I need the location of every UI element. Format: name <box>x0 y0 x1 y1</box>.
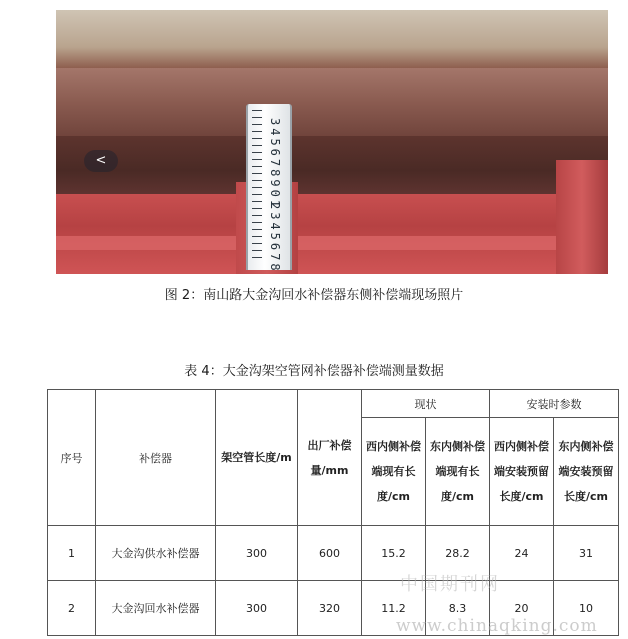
header-east-install <box>554 418 619 526</box>
header-west-current <box>362 418 426 526</box>
header-west-install-text: 西内侧补偿端安装预留长度/cm <box>494 440 549 503</box>
header-west-current-text: 西内侧补偿端现有长度/cm <box>366 440 421 503</box>
cell-index: 1 <box>48 526 96 581</box>
header-east-current <box>426 418 490 526</box>
ruler-digits-top: 345678901 <box>268 118 282 211</box>
header-factory-comp <box>298 390 362 526</box>
header-east-current-text: 东内侧补偿端现有长度/cm <box>430 440 485 503</box>
cell-factory-comp: 600 <box>298 526 362 581</box>
header-west-install <box>490 418 554 526</box>
photo-red-bar <box>56 236 608 250</box>
header-compensator: 补偿器 <box>96 390 216 526</box>
header-east-install-text: 东内侧补偿端安装预留长度/cm <box>558 440 614 503</box>
cell-factory-comp: 320 <box>298 581 362 636</box>
header-factory-comp-text: 出厂补偿量/mm <box>307 438 352 477</box>
header-current-status: 现状 <box>362 390 490 418</box>
ruler-ticks <box>252 110 262 260</box>
table-title: 表 4：大金沟架空管网补偿器补偿端测量数据 <box>184 364 444 379</box>
cell-west-current: 11.2 <box>362 581 426 636</box>
cell-compensator: 大金沟供水补偿器 <box>96 526 216 581</box>
cell-west-current: 15.2 <box>362 526 426 581</box>
cell-compensator: 大金沟回水补偿器 <box>96 581 216 636</box>
measurement-table <box>47 389 619 636</box>
figure-caption: 图 2：南山路大金沟回水补偿器东侧补偿端现场照片 <box>164 288 464 303</box>
header-pipe-length-text: 架空管长度/m <box>221 451 292 464</box>
header-index: 序号 <box>48 390 96 526</box>
site-photo <box>56 10 608 274</box>
header-pipe-length <box>216 390 298 526</box>
watermark-cn: 中国期刊网 <box>400 574 500 595</box>
photo-beam <box>56 68 608 138</box>
photo-red-flange <box>56 194 608 274</box>
measuring-ruler <box>246 104 292 274</box>
watermark-url: www.chinaqking.com <box>396 616 598 636</box>
photo-post-right <box>556 160 608 274</box>
cell-west-install: 20 <box>490 581 554 636</box>
cell-east-current: 8.3 <box>426 581 490 636</box>
cell-east-install: 31 <box>554 526 619 581</box>
cell-east-install: 10 <box>554 581 619 636</box>
cell-east-current: 28.2 <box>426 526 490 581</box>
photo-shadow <box>56 136 608 194</box>
header-install-params: 安装时参数 <box>490 390 619 418</box>
table-row <box>48 526 619 581</box>
cell-index: 2 <box>48 581 96 636</box>
carousel-prev-button[interactable]: < <box>84 150 118 172</box>
cell-west-install: 24 <box>490 526 554 581</box>
ruler-digits-bottom: 2345678 <box>268 202 282 274</box>
cell-pipe-length: 300 <box>216 526 298 581</box>
cell-pipe-length: 300 <box>216 581 298 636</box>
